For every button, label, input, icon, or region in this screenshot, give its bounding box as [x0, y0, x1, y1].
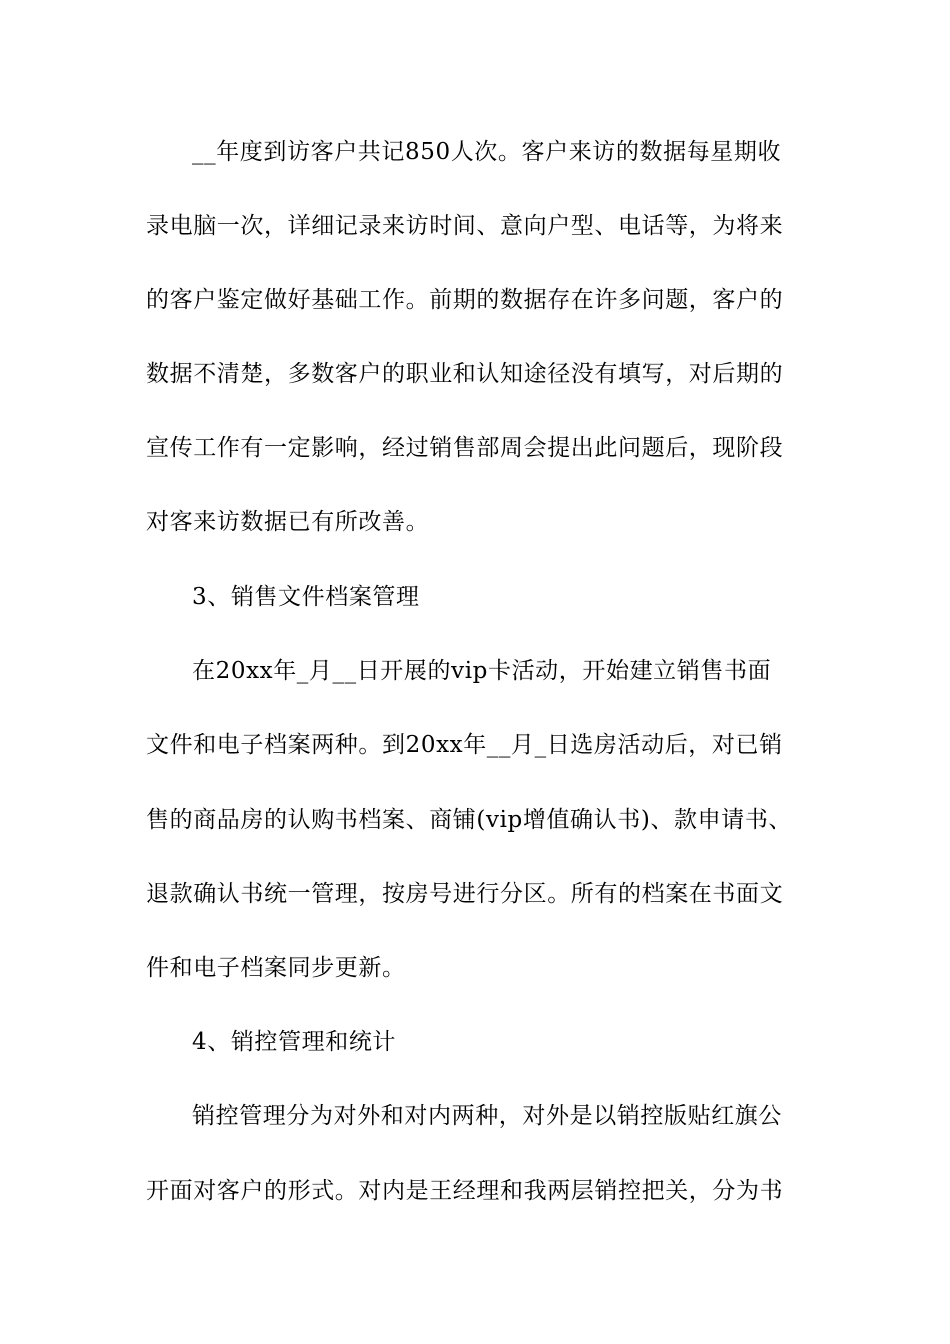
paragraph-line: __年度到访客户共记850人次。客户来访的数据每星期收	[192, 139, 782, 165]
paragraph-line: 件和电子档案同步更新。	[146, 955, 406, 981]
paragraph-line: 文件和电子档案两种。到20xx年__月_日选房活动后，对已销	[146, 732, 783, 758]
paragraph-line: 售的商品房的认购书档案、商铺(vip增值确认书)、款申请书、	[146, 807, 793, 833]
section-heading: 3、销售文件档案管理	[192, 584, 420, 610]
paragraph-line: 数据不清楚，多数客户的职业和认知途径没有填写，对后期的	[146, 361, 784, 387]
paragraph-line: 的客户鉴定做好基础工作。前期的数据存在许多问题，客户的	[146, 287, 784, 313]
paragraph-line: 在20xx年_月__日开展的vip卡活动，开始建立销售书面	[192, 658, 772, 684]
paragraph-line: 退款确认书统一管理，按房号进行分区。所有的档案在书面文	[146, 881, 784, 907]
paragraph-line: 宣传工作有一定影响，经过销售部周会提出此问题后，现阶段	[146, 435, 784, 461]
paragraph-line: 录电脑一次，详细记录来访时间、意向户型、电话等，为将来	[146, 213, 784, 239]
paragraph-line: 销控管理分为对外和对内两种，对外是以销控版贴红旗公	[192, 1103, 782, 1129]
section-heading: 4、销控管理和统计	[192, 1029, 397, 1055]
paragraph-line: 对客来访数据已有所改善。	[146, 509, 430, 535]
paragraph-line: 开面对客户的形式。对内是王经理和我两层销控把关，分为书	[146, 1178, 784, 1204]
